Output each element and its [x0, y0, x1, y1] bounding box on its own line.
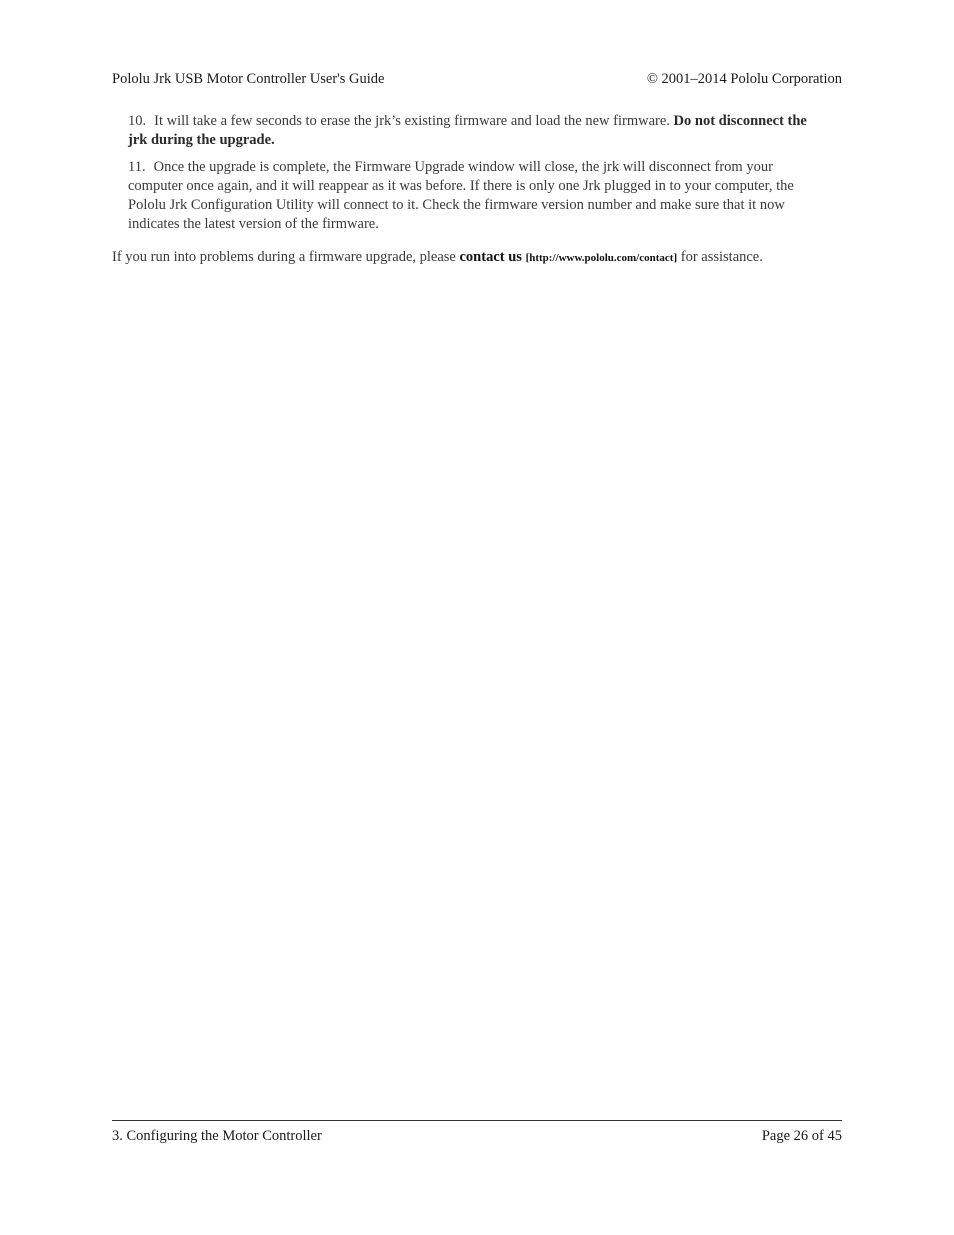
assistance-paragraph: [112, 248, 852, 268]
document-title: Pololu Jrk USB Motor Controller User's Guide: [112, 71, 385, 87]
step-text: It will take a few seconds to erase the jrk’s existing firmware and load the new firmware.: [154, 113, 674, 129]
section-title: 3. Configuring the Motor Controller: [112, 1128, 322, 1144]
assistance-text-after: for assistance.: [677, 249, 763, 265]
contact-url[interactable]: [http://www.pololu.com/contact]: [525, 252, 678, 264]
assistance-text-before: If you run into problems during a firmware upgrade, please: [112, 249, 460, 265]
step-number: 10.: [128, 113, 147, 129]
footer-divider: [112, 1120, 842, 1121]
upgrade-steps-list: [128, 112, 828, 242]
list-item: [128, 158, 828, 234]
step-text: Once the upgrade is complete, the Firmware Upgrade window will close, the jrk will disconnect from your computer once again, and it will reappear as it was before. If there is only one Jrk plugged in to your computer, the Pololu Jrk Configuration Utility will connect to it. Check the firmware version number and make sure that it now indicates the latest version of the firmware.: [128, 159, 794, 232]
contact-us-link[interactable]: contact us: [459, 249, 522, 265]
copyright-notice: © 2001–2014 Pololu Corporation: [646, 71, 842, 87]
page-footer: [112, 1127, 842, 1145]
step-warning: Do not disconnect the jrk during the upgrade.: [128, 113, 807, 148]
list-item: [128, 112, 828, 150]
page-header: [112, 70, 842, 88]
step-number: 11.: [128, 159, 146, 175]
page-number: Page 26 of 45: [761, 1128, 842, 1144]
